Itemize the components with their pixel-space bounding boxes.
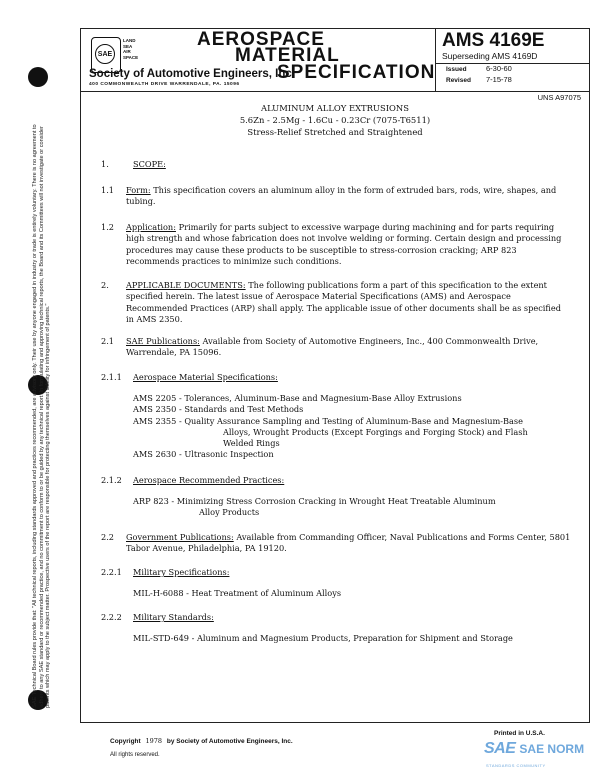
section-number: 1.: [101, 159, 109, 169]
mil-spec-item: MIL-H-6088 - Heat Treatment of Aluminum Alloys: [133, 588, 342, 598]
logo-emblem-icon: SAE: [95, 44, 115, 64]
paragraph-text: The following publications form a part of this specification to the extent specified herein. The latest issue of Aerospace Material Specifications (AMS) and Aerospace Recommended Practices (ARP) shall apply. The applicable issue of other documents shall be as specified in AMS 2350.: [126, 280, 561, 324]
section-heading-scope: SCOPE:: [133, 159, 166, 169]
header-right: [435, 29, 590, 91]
logo-word: SPACE: [123, 54, 139, 60]
ams-list-item: AMS 2350 - Standards and Test Methods: [133, 404, 304, 415]
uns-number: UNS A97075: [537, 93, 581, 102]
subsection-heading-mil-spec: Military Specifications:: [133, 567, 230, 577]
issued-date: 6-30-60: [486, 64, 512, 73]
doc-title-line1: ALUMINUM ALLOY EXTRUSIONS: [261, 103, 409, 113]
sae-norm-watermark: [484, 740, 584, 758]
issued-row: [446, 64, 512, 73]
ams-list: [133, 393, 573, 461]
section-heading-applicable-documents: APPLICABLE DOCUMENTS:: [126, 280, 246, 290]
margin-disclaimer: SAE Technical Board rules provide that: "All technical reports, including standards approved and practices recommended, are advisory only. Their use by anyone engaged in industry or trade is entirely voluntary. There is no agreement to adhere to any SAE standard or recommended practice, and no commitment to conform to or be guided by any technical report. In formulating and approving technical reports, the Board and its Committees will not investigate or consider patents which may apply to the subject matter. Prospective users of the report are responsible for protecting themselves against liability for infringement of patents.": [32, 124, 52, 708]
ams-list-item: AMS 2630 - Ultrasonic Inspection: [133, 449, 274, 460]
society-address: 400 COMMONWEALTH DRIVE WARRENDALE, PA. 15096: [89, 82, 240, 87]
logo-word: AIR: [123, 49, 131, 54]
section-number: 1.2: [101, 222, 115, 232]
header-title-specification: SPECIFICATION: [277, 62, 436, 83]
doc-title-line3: Stress-Relief Stretched and Straightened: [247, 127, 423, 137]
ams-list-item-cont: Welded Rings: [223, 438, 280, 449]
watermark-subtext: STANDARDS COMMUNITY: [486, 763, 546, 768]
copyright-label: Copyright: [110, 738, 141, 745]
paragraph-text: Available from Commanding Officer, Naval Publications and Forms Center, 5801 Tabor Avenue, Philadelphia, PA 19120.: [126, 532, 571, 554]
arp-list: [133, 496, 573, 519]
header-divider: [81, 91, 589, 92]
issued-label: Issued: [446, 66, 467, 73]
paragraph-label: SAE Publications:: [126, 336, 200, 346]
copyright-year: 1978: [145, 737, 163, 745]
subsection-heading-arp: Aerospace Recommended Practices:: [133, 475, 285, 485]
paragraph-applicable-documents: [126, 280, 571, 325]
ams-list-item-cont: Alloys, Wrought Products (Except Forgings and Forging Stock) and Flash: [223, 426, 528, 437]
section-number: 2.2: [101, 532, 115, 542]
ams-number: AMS 4169E: [442, 30, 545, 51]
arp-list-item: ARP 823 - Minimizing Stress Corrosion Cracking in Wrought Heat Treatable Aluminum: [133, 496, 496, 506]
ams-list-item: AMS 2205 - Tolerances, Aluminum-Base and Magnesium-Base Alloy Extrusions: [133, 393, 462, 403]
doc-title-line2: 5.6Zn - 2.5Mg - 1.6Cu - 0.23Cr (7075-T6511): [239, 115, 431, 125]
paragraph-text: Primarily for parts subject to excessive warpage during machining and for parts requiring high strength and whose fabrication does not involve welding or forming. Certain design and processing procedures may cause these products to be susceptible to stress-corrosion cracking; ARP 823 recommends practices to minimize such conditions.: [126, 222, 562, 266]
subsection-heading-mil-std: Military Standards:: [133, 612, 214, 622]
paragraph-government-publications: [126, 532, 571, 555]
printed-in: Printed in U.S.A.: [494, 730, 545, 737]
section-number: 1.1: [101, 185, 115, 195]
section-number: 2.1: [101, 336, 115, 346]
copyright-by: by Society of Automotive Engineers, Inc.: [166, 738, 293, 745]
ams-list-item: AMS 2355 - Quality Assurance Sampling and Testing of Aluminum-Base and Magnesium-Base: [133, 415, 523, 426]
mil-std-item: MIL-STD-649 - Aluminum and Magnesium Products, Preparation for Shipment and Storage: [133, 633, 513, 643]
paragraph-label: Government Publications:: [126, 532, 234, 542]
paragraph-label: Form:: [126, 185, 151, 195]
rights-reserved: All rights reserved.: [110, 752, 160, 758]
subsection-heading-ams: Aerospace Material Specifications:: [133, 372, 278, 382]
section-number: 2.: [101, 280, 109, 290]
superseding-note: Superseding AMS 4169D: [436, 51, 590, 64]
revised-row: [446, 75, 512, 84]
arp-list-item-cont: Alloy Products: [199, 507, 260, 518]
header-title-material: MATERIAL: [235, 45, 340, 66]
section-number: 2.1.1: [101, 372, 122, 382]
section-number: 2.2.1: [101, 567, 122, 577]
document-frame: [80, 28, 590, 723]
header-left: [81, 29, 435, 91]
revised-date: 7-15-78: [486, 75, 512, 84]
logo-words: [123, 38, 138, 60]
watermark-logo: SAE: [484, 740, 516, 757]
header-title-aerospace: AEROSPACE: [197, 29, 325, 50]
paragraph-label: Application:: [126, 222, 176, 232]
paragraph-text: Available from Society of Automotive Engineers, Inc., 400 Commonwealth Drive, Warrendale, PA 15096.: [126, 336, 539, 358]
watermark-text: SAE NORM: [519, 742, 585, 756]
section-number: 2.1.2: [101, 475, 122, 485]
logo-word: SEA: [123, 43, 133, 49]
paragraph-text: This specification covers an aluminum alloy in the form of extruded bars, rods, wire, shapes, and tubing.: [126, 185, 557, 207]
copyright-line: [110, 737, 293, 745]
paragraph-sae-publications: [126, 336, 571, 359]
paragraph-application: [126, 222, 571, 267]
logo-word: LAND: [123, 38, 136, 43]
society-name: Society of Automotive Engineers, Inc.: [89, 68, 295, 80]
section-number: 2.2.2: [101, 612, 122, 622]
paragraph-form: [126, 185, 571, 208]
punch-hole-top: [28, 67, 48, 87]
revised-label: Revised: [446, 77, 471, 84]
